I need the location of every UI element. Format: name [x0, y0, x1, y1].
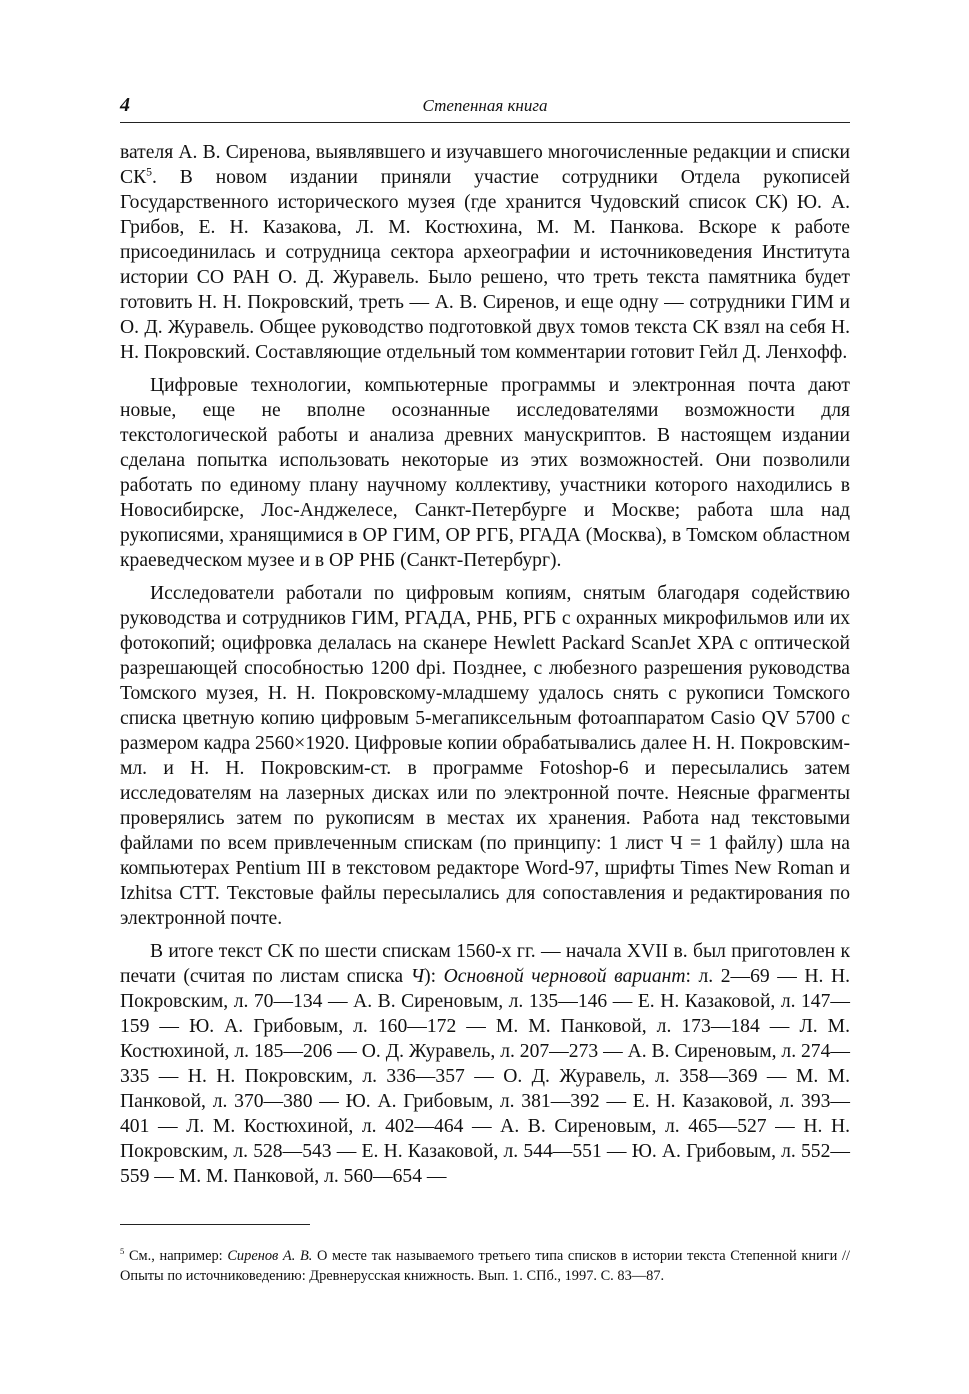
paragraph-4-c: : л. 2—69 — Н. Н. Покровским, л. 70—134 — А. В. Сиреновым, л. 135—146 — Е. Н. Казаковой, л. 147—159 — Ю. А. Грибовым, л. 160—172 — М. М. Панковой, л. 173—184 — Л. М. Костюхиной, л. 185—206 — О. Д. Журавель, л. 207—273 — А. В. Сиреновым, л. 274—335 — Н. Н. Покровским, л. 336—357 — О. Д. Журавель, л. 358—369 — М. М. Панковой, л. 370—380 — Ю. А. Грибовым, л. 381—392 — Е. Н. Казаковой, л. 393—401 — Л. М. Костюхиной, л. 402—464 — А. В. Сиреновым, л. 465—527 — Н. Н. Покровским, л. 528—543 — Е. Н. Казаковой, л. 544—551 — Ю. А. Грибовым, л. 552—559 — М. М. Панковой, л. 560—654 —: [120, 966, 850, 1187]
list-siglum: Ч: [410, 966, 425, 987]
footnote: [120, 1246, 850, 1286]
footnote-text: О месте так называемого третьего типа списков в истории текста Степенной книги // Опыты по источниковедению: Древнерусская книжность. Вып. 1. СПб., 1997. С. 83—87.: [120, 1248, 850, 1284]
running-header: [120, 94, 850, 123]
paragraph-1-text: вателя А. В. Сиренова, выявлявшего и изучавшего многочисленные редакции и списки СК: [120, 142, 850, 188]
paragraph-1: [120, 140, 850, 365]
body-text: [120, 140, 850, 1197]
footnote-marker: 5: [120, 1246, 125, 1257]
page-number: 4: [120, 94, 130, 116]
paragraph-4-b: ):: [424, 966, 444, 987]
footnote-author: Сиренов А. В.: [227, 1248, 313, 1264]
paragraph-3: Исследователи работали по цифровым копиям, снятым благодаря содействию руководства и сотрудников ГИМ, РГАДА, РНБ, РГБ с охранных микрофильмов или их фотокопий; оцифровка делалась на сканере Hewlett Packard ScanJet XPA с оптической разрешающей способностью 1200 dpi. Позднее, с любезного разрешения руководства Томского музея, Н. Н. Покровскому-младшему удалось снять с рукописи Томского списка цветную копию цифровым 5-мегапиксельным фотоаппаратом Casio QV 5700 с размером кадра 2560×1920. Цифровые копии обрабатывались далее Н. Н. Покровским-мл. и Н. Н. Покровским-ст. в программе Fotoshop-6 и пересылались затем исследователям на лазерных дисках или по электронной почте. Неясные фрагменты проверялись затем по рукописям в местах их хранения. Работа над текстовыми файлами по всем привлеченным спискам (по принципу: 1 лист Ч = 1 файлу) шла на компьютерах Pentium III в текстовом редакторе Word-97, шрифты Times New Roman и Izhitsa CTT. Текстовые файлы пересылались для сопоставления и редактирования по электронной почте.: [120, 583, 850, 929]
footnote-ref: 5: [146, 165, 153, 179]
paragraph-4-a: В итоге текст СК по шести спискам 1560-х гг. — начала XVII в. был приготовлен к печати (считая по листам списка: [120, 941, 850, 987]
footnote-divider: [120, 1224, 310, 1225]
paragraph-1-rest: . В новом издании приняли участие сотрудники Отдела рукописей Государственного исторического музея (где хранится Чудовский список СК) Ю. А. Грибов, Е. Н. Казакова, Л. М. Костюхина, М. М. Панкова. Вскоре к работе присоединилась и сотрудница сектора археографии и источниковедения Института истории СО РАН О. Д. Журавель. Было решено, что треть текста памятника будет готовить Н. Н. Покровский, треть — А. В. Сиренов, и еще одну — сотрудники ГИМ и О. Д. Журавель. Общее руководство подготовкой двух томов текста СК взял на себя Н. Н. Покровский. Составляющие отдельный том комментарии готовит Гейл Д. Ленхофф.: [120, 167, 850, 363]
paragraph-2: Цифровые технологии, компьютерные программы и электронная почта дают новые, еще не вполне осознанные исследователями возможности для текстологической работы и анализа древних манускриптов. В настоящем издании сделана попытка использовать некоторые из этих возможностей. Они позволили работать по единому плану научному коллективу, участники которого находились в Новосибирске, Лос-Анджелесе, Санкт-Петербурге и Москве; работа шла над рукописями, хранящимися в ОР ГИМ, ОР РГБ, РГАДА (Москва), в Томском областном краеведческом музее и в ОР РНБ (Санкт-Петербург).: [120, 375, 850, 571]
running-title: Степенная книга: [422, 96, 548, 115]
variant-label: Основной черновой вариант: [443, 966, 686, 987]
paragraph-4: [120, 939, 850, 1189]
footnote-lead: См., например:: [124, 1248, 228, 1264]
